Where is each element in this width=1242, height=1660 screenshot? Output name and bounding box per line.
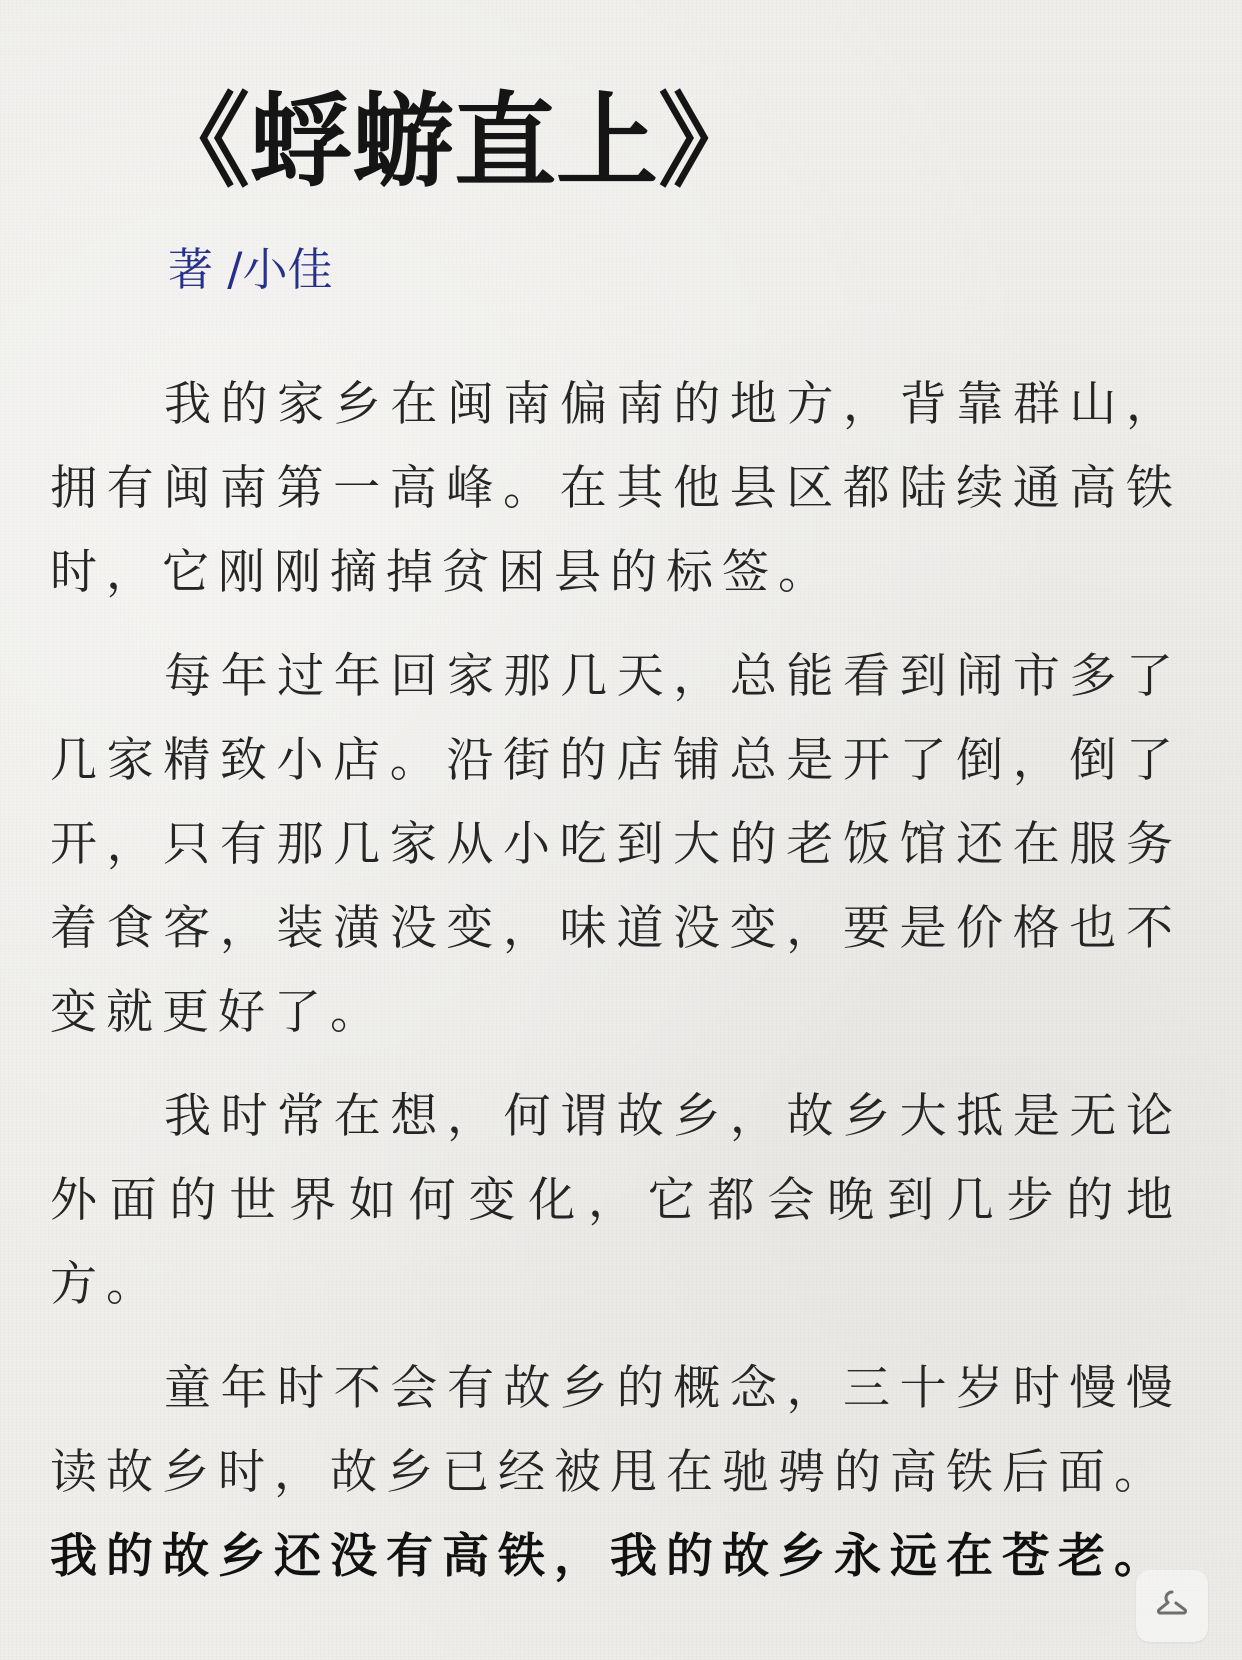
paragraph-1: 我的家乡在闽南偏南的地方，背靠群山，拥有闽南第一高峰。在其他县区都陆续通高铁时，它刚刚摘掉贫困县的标签。 [50, 377, 1182, 600]
closing-emphasis-text: 我的故乡还没有高铁，我的故乡永远在苍老。 [50, 1529, 1170, 1584]
paragraph-2: 每年过年回家那几天，总能看到闹市多了几家精致小店。沿街的店铺总是开了倒，倒了开，只有那几家从小吃到大的老饭馆还在服务着食客，装潢没变，味道没变，要是价格也不变就更好了。 [50, 649, 1182, 1040]
hanger-icon [1136, 1570, 1208, 1642]
paragraph-4 [50, 1347, 1182, 1599]
article-body [50, 363, 1182, 1599]
author-byline: 著 /小佳 [168, 243, 333, 296]
paragraph-4-text: 童年时不会有故乡的概念，三十岁时慢慢读故乡时，故乡已经被甩在驰骋的高铁后面。 [50, 1361, 1182, 1500]
article-title: 《蜉蝣直上》 [148, 82, 760, 202]
paragraph-3: 我时常在想，何谓故乡，故乡大抵是无论外面的世界如何变化，它都会晚到几步的地方。 [50, 1089, 1182, 1312]
